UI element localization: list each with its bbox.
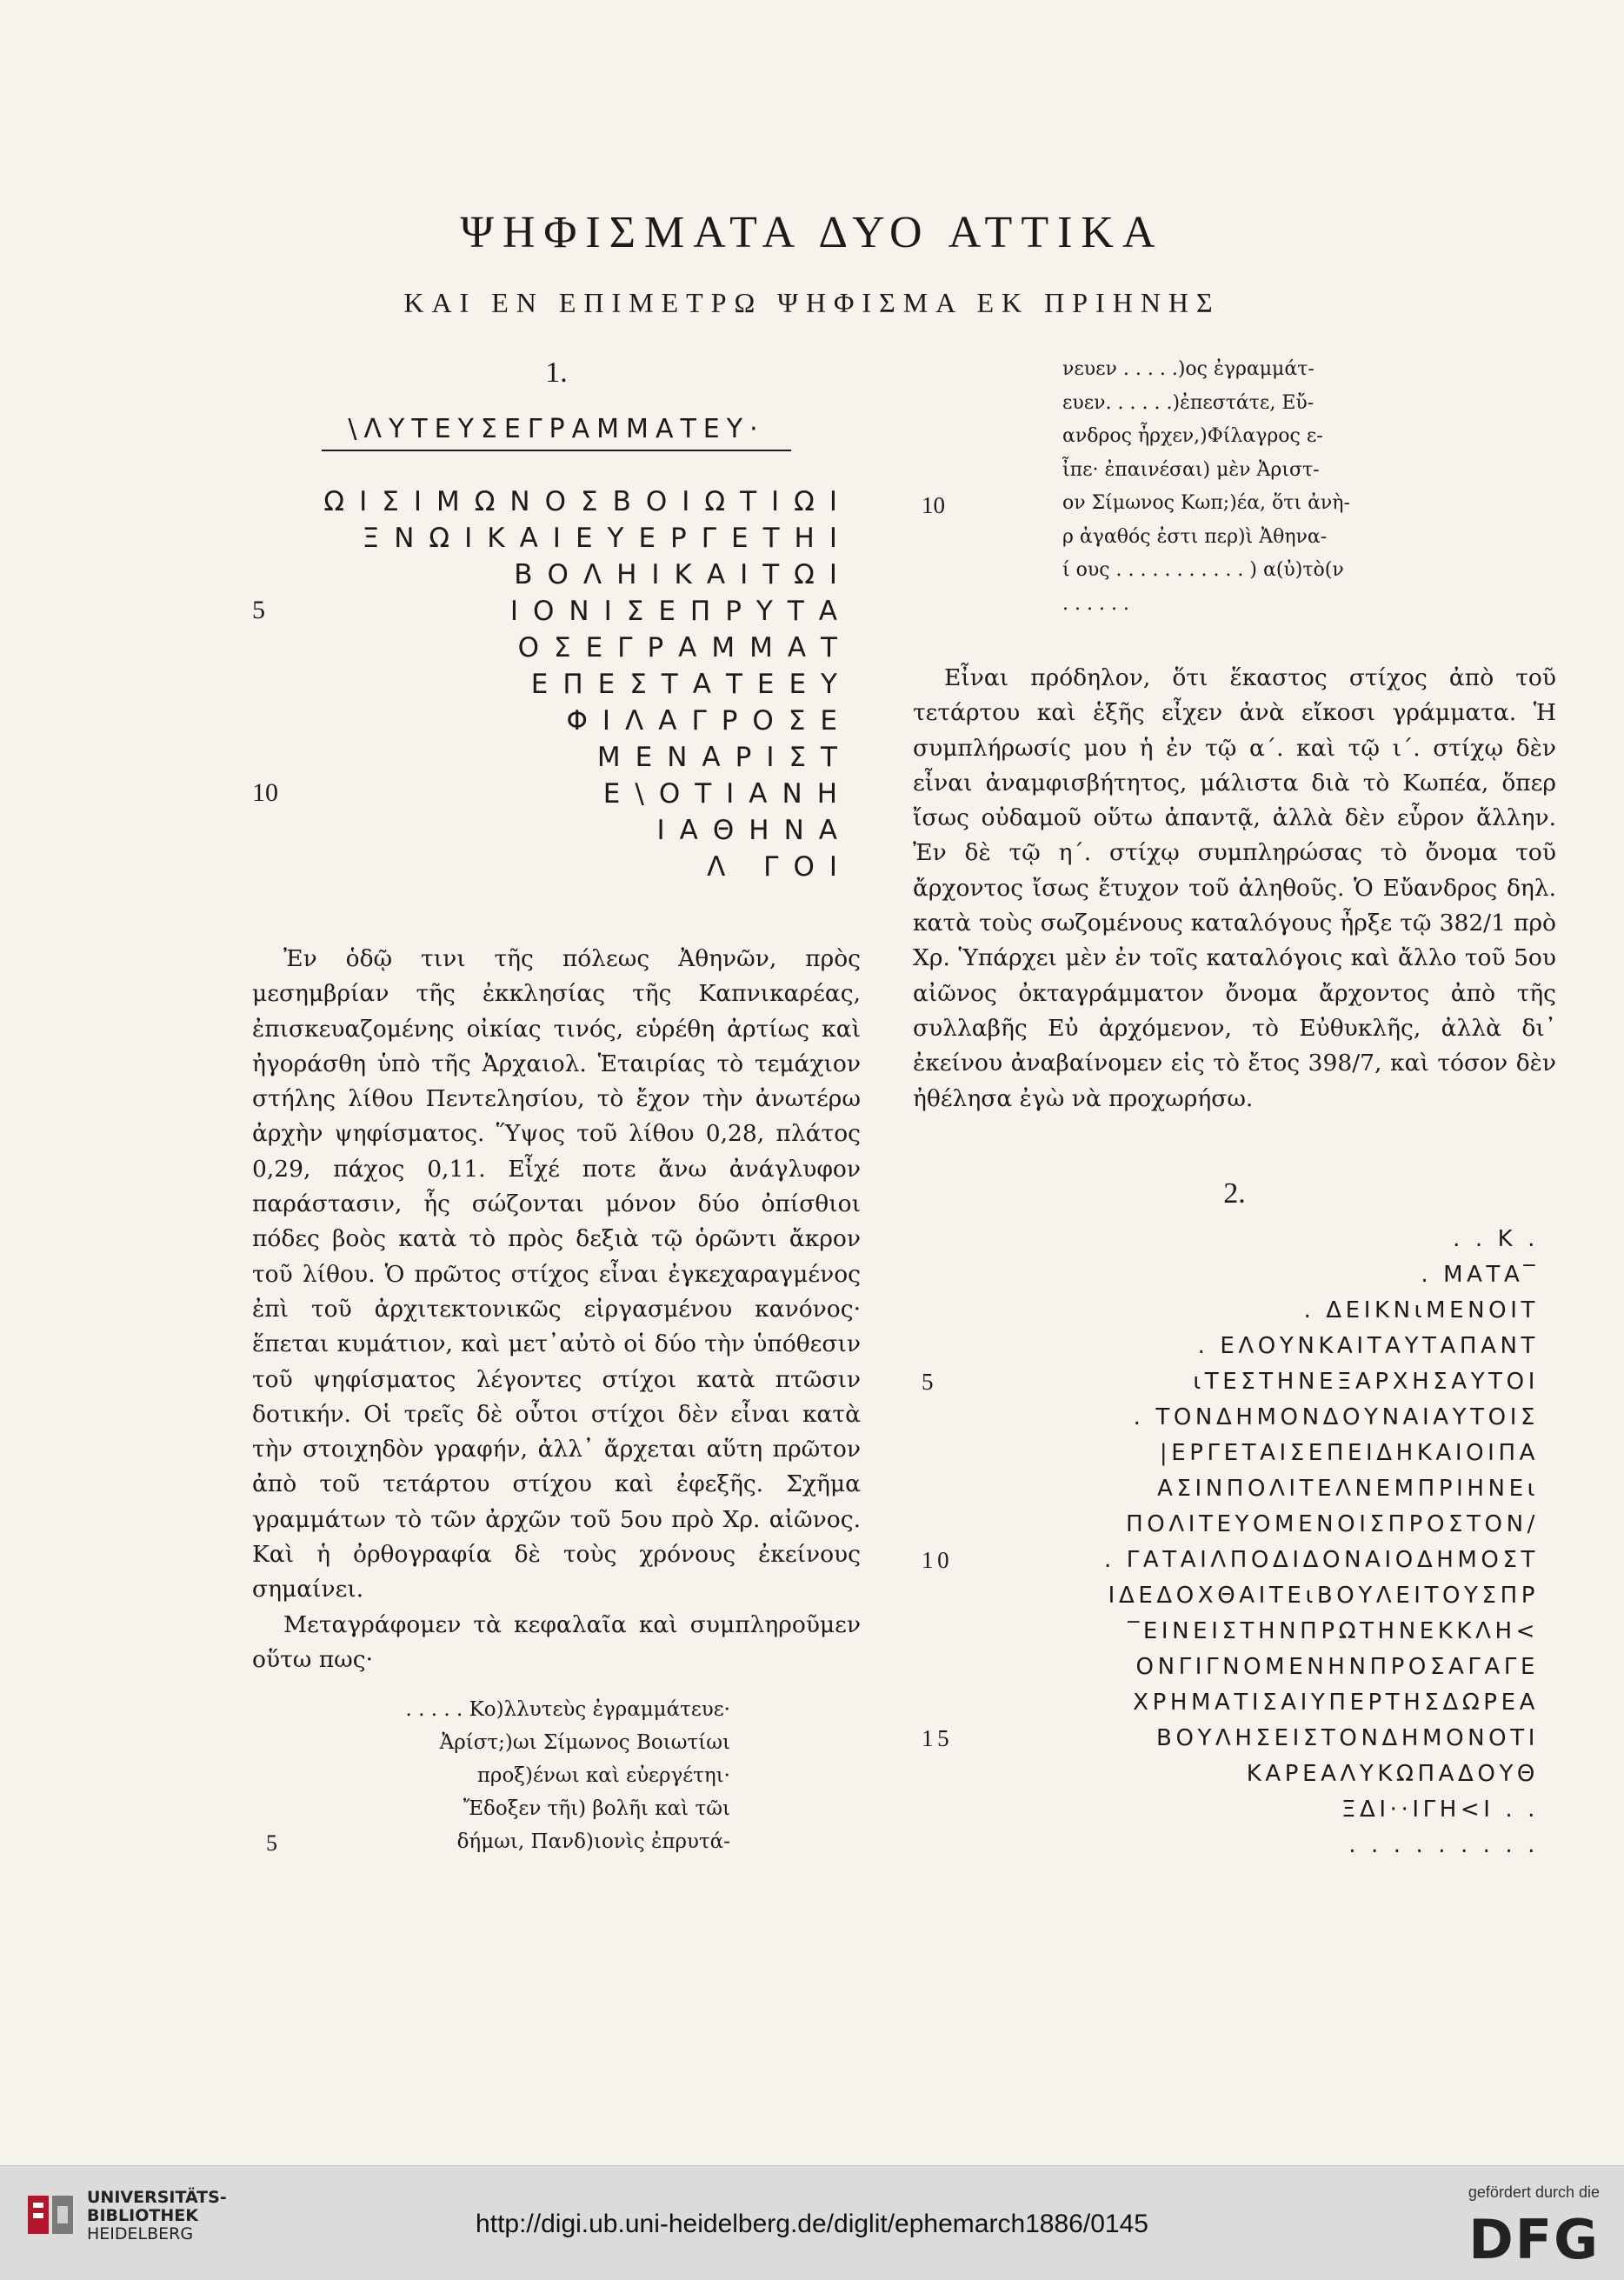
inscription-line: . . Κ .	[1453, 1225, 1539, 1252]
body-paragraph: Εἶναι πρόδηλον, ὅτι ἕκαστος στίχος ἀπὸ τοῦ τετάρτου καὶ ἑξῆς εἶχεν ἀνὰ εἴκοσι γράμματα. Ἡ συμπλήρωσίς μου ἡ ἐν τῷ α΄. καὶ τῷ ι΄. στίχῳ δὲν εἶναι ἀναμφισβήτητος, μάλιστα διὰ τὸ Κωπέα, ὅπερ ἴσως οὐδαμοῦ οὕτω ἀπαντᾷ, ἀλλὰ δὲν εὗρον ἄλλην. Ἐν δὲ τῷ η΄. στίχῳ συμπληρώσας τὸ ὄνομα τοῦ ἄρχοντος ἴσως ἔτυχον τοῦ ἀληθοῦς. Ὁ Εὔανδρος δηλ. κατὰ τοὺς σωζομένους καταλόγους ἦρξε τῷ 382/1 πρὸ Χρ. Ὑπάρχει μὲν ἐν τοῖς καταλόγοις καὶ ἄλλο τοῦ 5ου αἰῶνος ὀκταγράμματον ὄνομα ἄρχοντος ἀπὸ τῆς συλλαβῆς Εὐ ἀρχόμενον, τὸ Εὐθυκλῆς, ἀλλὰ δι᾽ ἐκείνου ἀναβαίνομεν εἰς τὸ ἔτος 398/7, καὶ τόσον δὲν ἠθέλησα ἐγὼ νὰ προχωρήσω.	[913, 664, 1556, 1112]
transcription-line: προξ)ένωι καὶ εὐεργέτηι·	[476, 1764, 730, 1788]
inscription-line: ΟΣΕΓΡΑΜΜΑΤ	[517, 632, 852, 663]
inscription-line: 5 ιΤΕΣΤΗΝΕΞΑΡΧΗΣΑΥΤΟΙ	[922, 1368, 1539, 1395]
inscription-line: ΑΣΙΝΠΟΛΙΤΕΛΝΕΜΠΡΙΗΝΕι	[1157, 1475, 1539, 1502]
inscription-line: Λ ΓΟΙ	[707, 851, 852, 883]
inscription-2	[913, 1226, 1556, 1868]
inscription-line: . ΤΟΝΔΗΜΟΝΔΟΥΝΑΙΑΥΤΟΙΣ	[1133, 1403, 1539, 1430]
inscription-line: ΞΝΩΙΚΑΙΕΥΕΡΓΕΤΗΙ	[362, 523, 852, 554]
inscription-line: . ΔΕΙΚΝιΜΕΝΟΙΤ	[1303, 1297, 1539, 1323]
page-subtitle: ΚΑΙ ΕΝ ΕΠΙΜΕΤΡΩ ΨΗΦΙΣΜΑ ΕΚ ΠΡΙΗΝΗΣ	[403, 287, 1221, 318]
inscription-line: . ΕΛΟΥΝΚΑΙΤΑΥΤΑΠΑΝΤ	[1197, 1332, 1539, 1359]
dfg-logo: DFG	[1468, 2208, 1600, 2271]
inscription-line: ΟΝΓΙΓΝΟΜΕΝΗΝΠΡΟΣΑΓΑΓΕ	[1135, 1653, 1539, 1680]
inscription-line: ‾ΕΙΝΕΙΣΤΗΝΠΡΩΤΗΝΕΚΚΛΗ<	[1128, 1617, 1539, 1644]
transcription-line: ί ους . . . . . . . . . . . ) α(ὐ)τὸ(ν	[1062, 559, 1344, 581]
inscription-line: ΠΟΛΙΤΕΥΟΜΕΝΟΙΣΠΡΟΣΤΟΝ/	[1126, 1510, 1539, 1537]
inscription-line: ΜΕΝΑΡΙΣΤ	[596, 742, 852, 773]
permalink-url[interactable]: http://digi.ub.uni-heidelberg.de/diglit/ephemarch1886/0145	[476, 2210, 1148, 2238]
transcription-line: ευεν. . . . . .)ἐπεστάτε, Εὔ-	[1062, 391, 1315, 414]
transcription-line: Ἔδοξεν τῆι) βολῆι καὶ τῶι	[463, 1797, 730, 1821]
inscription-line: . ΜΑΤΑ‾	[1421, 1261, 1539, 1288]
transcription-line: νευεν . . . . .)ος ἐγραμμάτ-	[1062, 358, 1315, 380]
inscription-line: ΩΙΣΙΜΩΝΟΣΒΟΙΩΤΙΩΙ	[323, 486, 852, 517]
inscription-line: ΦΙΛΑΓΡΟΣΕ	[566, 705, 852, 737]
inscription-line: 10 Ε\ΟΤΙΑΝΗ	[252, 778, 852, 810]
inscription-line: ΕΠΕΣΤΑΤΕΕΥ	[530, 669, 852, 700]
inscription-line: 5 ΙΟΝΙΣΕΠΡΥΤΑ	[252, 596, 852, 627]
inscription-line: |ΕΡΓΕΤΑΙΣΕΠΕΙΔΗΚΑΙΟΙΠΑ	[1159, 1439, 1539, 1466]
transcription-line: ανδρος ἦρχεν,)Φίλαγρος ε-	[1062, 425, 1323, 447]
inscription-line: 10 . ΓΑΤΑΙΛΠΟΔΙΔΟΝΑΙΟΔΗΜΟΣΤ	[922, 1546, 1539, 1573]
inscription-line: . . . . . . . . .	[1348, 1831, 1539, 1858]
right-column	[913, 357, 1556, 1868]
viewer-footer	[0, 2165, 1624, 2280]
inscription-1-heading: \ΛΥΤΕΥΣΕΓΡΑΜΜΑΤΕΥ·	[322, 414, 791, 451]
transcription-line: . . . . . .	[1062, 592, 1129, 615]
inscription-line: 15 ΒΟΥΛΗΣΕΙΣΤΟΝΔΗΜΟΝΟΤΙ	[922, 1724, 1539, 1751]
institution-name: UNIVERSITÄTS- BIBLIOTHEK HEIDELBERG	[87, 2188, 227, 2243]
funding-label: gefördert durch die	[1468, 2183, 1600, 2201]
body-paragraph: Ἐν ὁδῷ τινι τῆς πόλεως Ἀθηνῶν, πρὸς μεσημβρίαν τῆς ἐκκλησίας τῆς Καπνικαρέας, ἐπισκευαζομένης οἰκίας τινός, εὑρέθη ἀρτίως καὶ ἠγοράσθη ὑπὸ τῆς Ἀρχαιολ. Ἑταιρίας τὸ τεμάχιον στήλης λίθου Πεντελησίου, τὸ ἔχον τὴν ἀνωτέρω ἀρχὴν ψηφίσματος. Ὕψος τοῦ λίθου 0,28, πλάτος 0,29, πάχος 0,11. Εἶχέ ποτε ἄνω ἀνάγλυφον παράστασιν, ἧς σώζονται μόνον δύο ὀπίσθιοι πόδες βοὸς κατὰ τὸ πρὸς δεξιὰ τῷ ὁρῶντι ἄκρον τοῦ λίθου. Ὁ πρῶτος στίχος εἶναι ἐγκεχαραγμένος ἐπὶ τοῦ ἀρχιτεκτονικῶς εἰργασμένου κανόνος· ἕπεται κυμάτιον, καὶ μετ᾽αὐτὸ οἱ δύο τὴν ὑπόθεσιν τοῦ ψηφίσματος λέγοντες στίχοι κατὰ πτῶσιν δοτικήν. Οἱ τρεῖς δὲ οὗτοι στίχοι δὲν εἶναι κατὰ τὴν στοιχηδὸν γραφήν, ἀλλ᾽ ἄρχεται αὕτη πρῶτον ἀπὸ τοῦ τετάρτου στίχου καὶ ἐφεξῆς. Σχῆμα γραμμάτων τὸ τῶν ἀρχῶν τοῦ 5ου πρὸ Χρ. αἰῶνος. Καὶ ἡ ὀρθογραφία δὲ τοὺς χρόνους ἐκείνους σημαίνει.	[252, 945, 861, 1603]
transcription-line: ρ ἀγαθός ἐστι περ)ὶ Ἀθηνα-	[1062, 525, 1328, 548]
inscription-line: ΞΔΙ··ΙΓΗ<Ι . .	[1341, 1796, 1539, 1823]
left-column	[252, 357, 861, 1863]
inscription-line: ΙΔΕΔΟΧΘΑΙΤΕιΒΟΥΛΕΙΤΟΥΣΠΡ	[1108, 1582, 1539, 1609]
transcription-line: ἶπε· ἐπαινέσαι) μὲν Ἀριστ-	[1062, 458, 1320, 481]
transcription-line: 10 ον Σίμωνος Κωπ;)έα, ὅτι ἀνὴ-	[922, 492, 1350, 518]
inscription-line: ΒΟΛΗΙΚΑΙΤΩΙ	[514, 559, 852, 590]
transcription-line: 5 δήμωι, Πανδ)ιονὶς ἐπρυτά-	[266, 1830, 730, 1857]
transcription-1-continued	[913, 358, 1556, 626]
inscription-line: ΙΑΘΗΝΑ	[656, 815, 852, 846]
section-1-number: 1.	[545, 357, 568, 389]
inscription-line: ΧΡΗΜΑΤΙΣΑΙΥΠΕΡΤΗΣΔΩΡΕΑ	[1133, 1689, 1539, 1716]
inscription-1	[252, 486, 861, 888]
transcription-1	[252, 1698, 861, 1863]
section-2-number: 2.	[1223, 1177, 1246, 1210]
body-paragraph: Μεταγράφομεν τὰ κεφαλαῖα καὶ συμπληροῦμεν οὕτω πως·	[252, 1610, 861, 1673]
inscription-line: ΚΑΡΕΑΛΥΚΩΠΑΔΟΥΘ	[1246, 1760, 1539, 1787]
transcription-line: Ἀρίστ;)ωι Σίμωνος Βοιωτίωι	[439, 1731, 730, 1755]
page-title: ΨΗΦΙΣΜΑΤΑ ΔΥΟ ΑΤΤΙΚΑ	[460, 208, 1164, 257]
transcription-line: . . . . . Κο)λλυτεὺς ἐγραμμάτευε·	[405, 1698, 730, 1722]
